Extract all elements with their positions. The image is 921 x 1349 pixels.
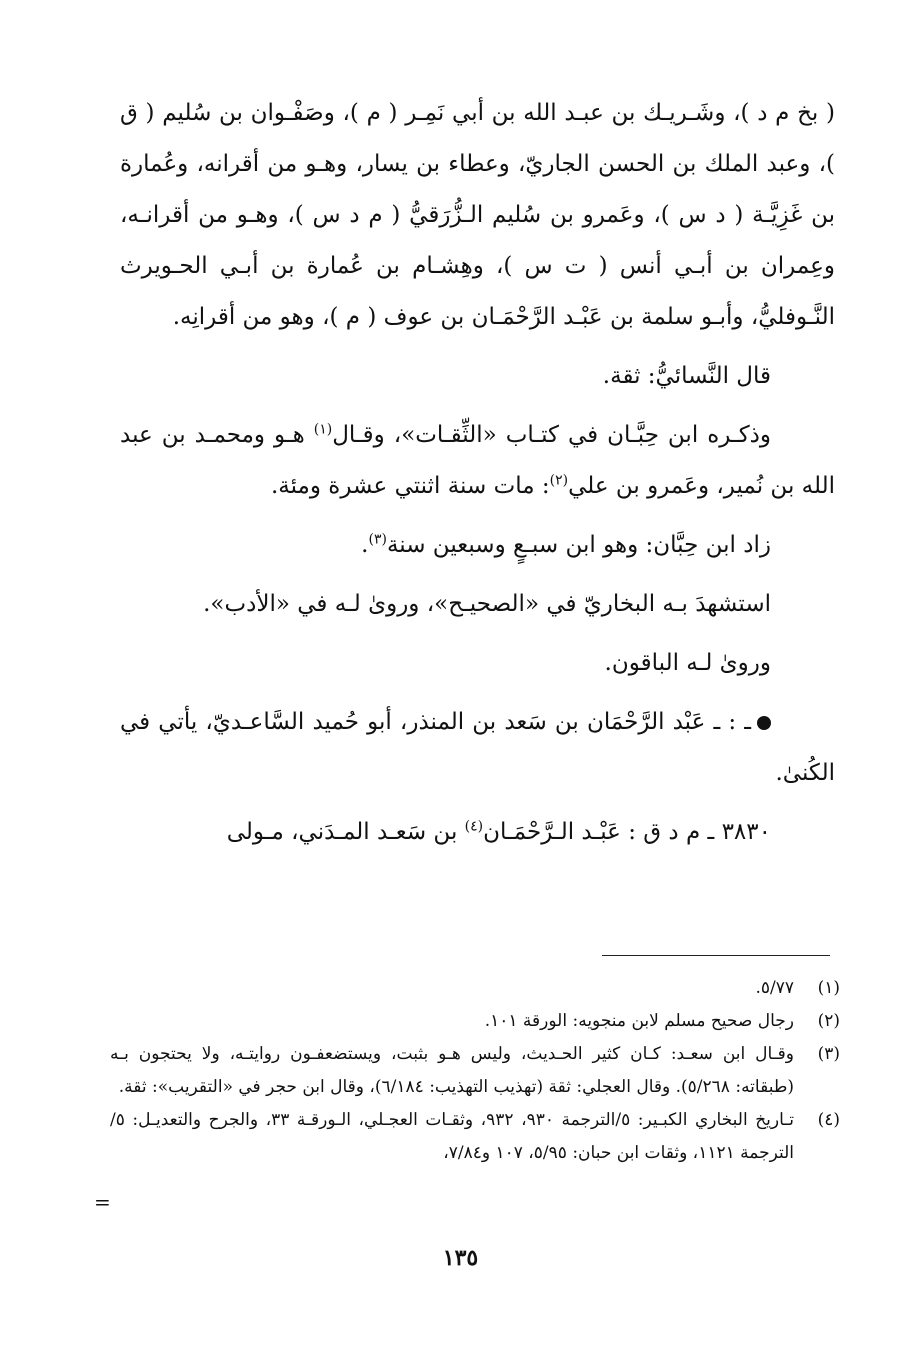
paragraph-ibn-hibban: وذكـره ابن حِبَّـان في كتـاب «الثِّقـات»، وقـال$^{(١)}$ هـو ومحمـد بن عبد الله بن نُمير، وعَمرو بن علي$^{(٢)}$: مات سنة اثنتي عشرة ومئة.	[120, 421, 835, 499]
paragraph-entry-3830: ٣٨٣٠ ـ م د ق : عَبْـد الـرَّحْمَـان$^{(٤)}$ بن سَعـد المـدَني، مـولى	[226, 818, 771, 845]
paragraph-cross-reference: ـ : ـ عَبْد الرَّحْمَان بن سَعد بن المنذر، أبو حُميد السَّاعـديّ، يأتي في الكُنىٰ.	[120, 709, 835, 786]
paragraph-age: زاد ابن حِبَّان: وهو ابن سبـعٍ وسبعين سنة$^{(٣)}$.	[361, 531, 771, 558]
footnote-2	[110, 1005, 840, 1038]
footnote-number: (٢)	[817, 1011, 840, 1031]
paragraph-nasai: قال النَّسائيُّ: ثقة.	[602, 363, 771, 389]
footnote-ref-2: (٢)	[549, 472, 569, 489]
footnote-text: رجال صحيح مسلم لابن منجويه: الورقة ١٠١.	[484, 1011, 794, 1031]
footnote-3	[110, 1038, 840, 1104]
continuation-mark: =	[94, 1190, 111, 1214]
paragraph-others: وروىٰ لـه الباقون.	[604, 650, 771, 676]
main-text	[120, 88, 835, 858]
footnote-text: وقـال ابن سعـد: كـان كثير الحـديث، وليس هـو بثبت، ويستضعفـون روايتـه، ولا يحتجون بـه (طبقاته: ٥/٢٦٨). وقال العجلي: ثقة (تهذيب التهذيب: ٦/١٨٤)، وقال ابن حجر في «التقريب»: ثقة.	[110, 1044, 794, 1097]
page-number: ١٣٥	[442, 1245, 479, 1271]
footnote-text: تـاريخ البخاري الكبـير: ٥/الترجمة ٩٣٠، ٩٣٢، وثقـات العجـلي، الـورقـة ٣٣، والجرح والتعديـل: ٥/الترجمة ١١٢١، وثقات ابن حبان: ٥/٩٥، ١٠٧ و٧/٨٤،	[110, 1110, 795, 1163]
footnote-number: (٣)	[817, 1044, 840, 1064]
paragraph-narrators-list: ( بخ م د )، وشَـريـك بن عبـد الله بن أبي نَمِـر ( م )، وصَفْـوان بن سُليم ( ق )، وعبد الملك بن الحسن الجاريّ، وعطاء بن يسار، وهـو من أقرانه، وعُمارة بن غَزِيَّـة ( د س )، وعَمرو بن سُليم الـزُّرَقيُّ ( م د س )، وهـو من أقرانـه، وعِمران بن أبـي أنس ( ت س )، وهِشـام بن عُمارة بن أبـي الحـويرث النَّـوفليُّ، وأبـو سلمة بن عَبْـد الرَّحْمَـان بن عوف ( م )، وهو من أقرانِه.	[120, 100, 835, 330]
footnote-ref-3: (٣)	[368, 531, 387, 548]
bullet-dot-icon	[757, 716, 771, 730]
footnote-ref-4: (٤)	[464, 818, 484, 835]
footnote-number: (٤)	[817, 1110, 840, 1130]
paragraph-bukhari: استشهدَ بـه البخاريّ في «الصحيـح»، وروىٰ لـه في «الأدب».	[203, 591, 771, 617]
footnote-number: (١)	[817, 978, 840, 998]
footnote-1	[110, 972, 840, 1005]
footnote-divider	[602, 955, 830, 956]
footnote-4	[110, 1104, 840, 1170]
footnote-text: ٥/٧٧.	[755, 978, 794, 998]
footnote-ref-1: (١)	[313, 421, 333, 438]
footnotes	[110, 972, 840, 1170]
